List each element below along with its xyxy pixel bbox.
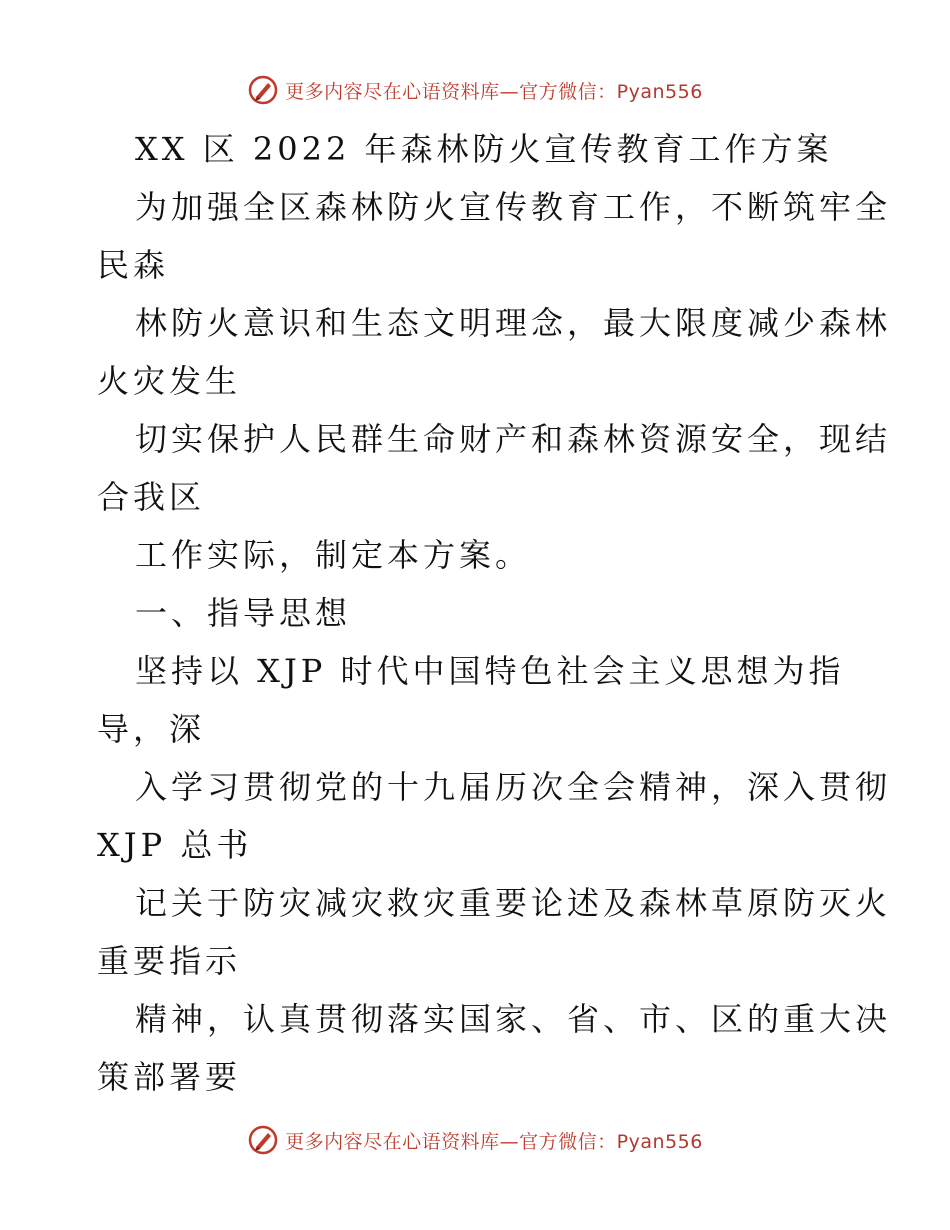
paragraph-line: XJP 总书 [97,826,253,864]
document-body [97,120,892,1106]
paragraph-line: 切实保护人民群生命财产和森林资源安全，现结 [135,420,892,458]
watermark-text: 更多内容尽在心语资料库—官方微信：Pyan556 [285,80,703,103]
paragraph-line: 精神，认真贯彻落实国家、省、市、区的重大决 [135,1000,892,1038]
section-heading: 一、指导思想 [135,594,352,632]
paragraph-line: 民森 [97,246,170,284]
watermark-text: 更多内容尽在心语资料库—官方微信：Pyan556 [285,1130,703,1153]
watermark-banner-top [0,70,950,110]
paragraph-line: 火灾发生 [97,362,242,400]
paragraph-line: 导，深 [97,710,206,748]
pen-logo-icon [247,74,279,106]
paragraph-line: 策部署要 [97,1058,242,1096]
paragraph-line: 为加强全区森林防火宣传教育工作，不断筑牢全 [135,188,892,226]
paragraph-line: 合我区 [97,478,206,516]
paragraph-line: 林防火意识和生态文明理念，最大限度减少森林 [135,304,892,342]
paragraph-line: 重要指示 [97,942,242,980]
document-title: XX 区 2022 年森林防火宣传教育工作方案 [135,130,833,168]
paragraph-line: 坚持以 XJP 时代中国特色社会主义思想为指 [135,652,845,690]
paragraph-line: 入学习贯彻党的十九届历次全会精神，深入贯彻 [135,768,892,806]
paragraph-line: 工作实际，制定本方案。 [135,536,532,574]
watermark-banner-bottom [0,1120,950,1160]
pen-logo-icon [247,1124,279,1156]
paragraph-line: 记关于防灾减灾救灾重要论述及森林草原防灭火 [135,884,892,922]
